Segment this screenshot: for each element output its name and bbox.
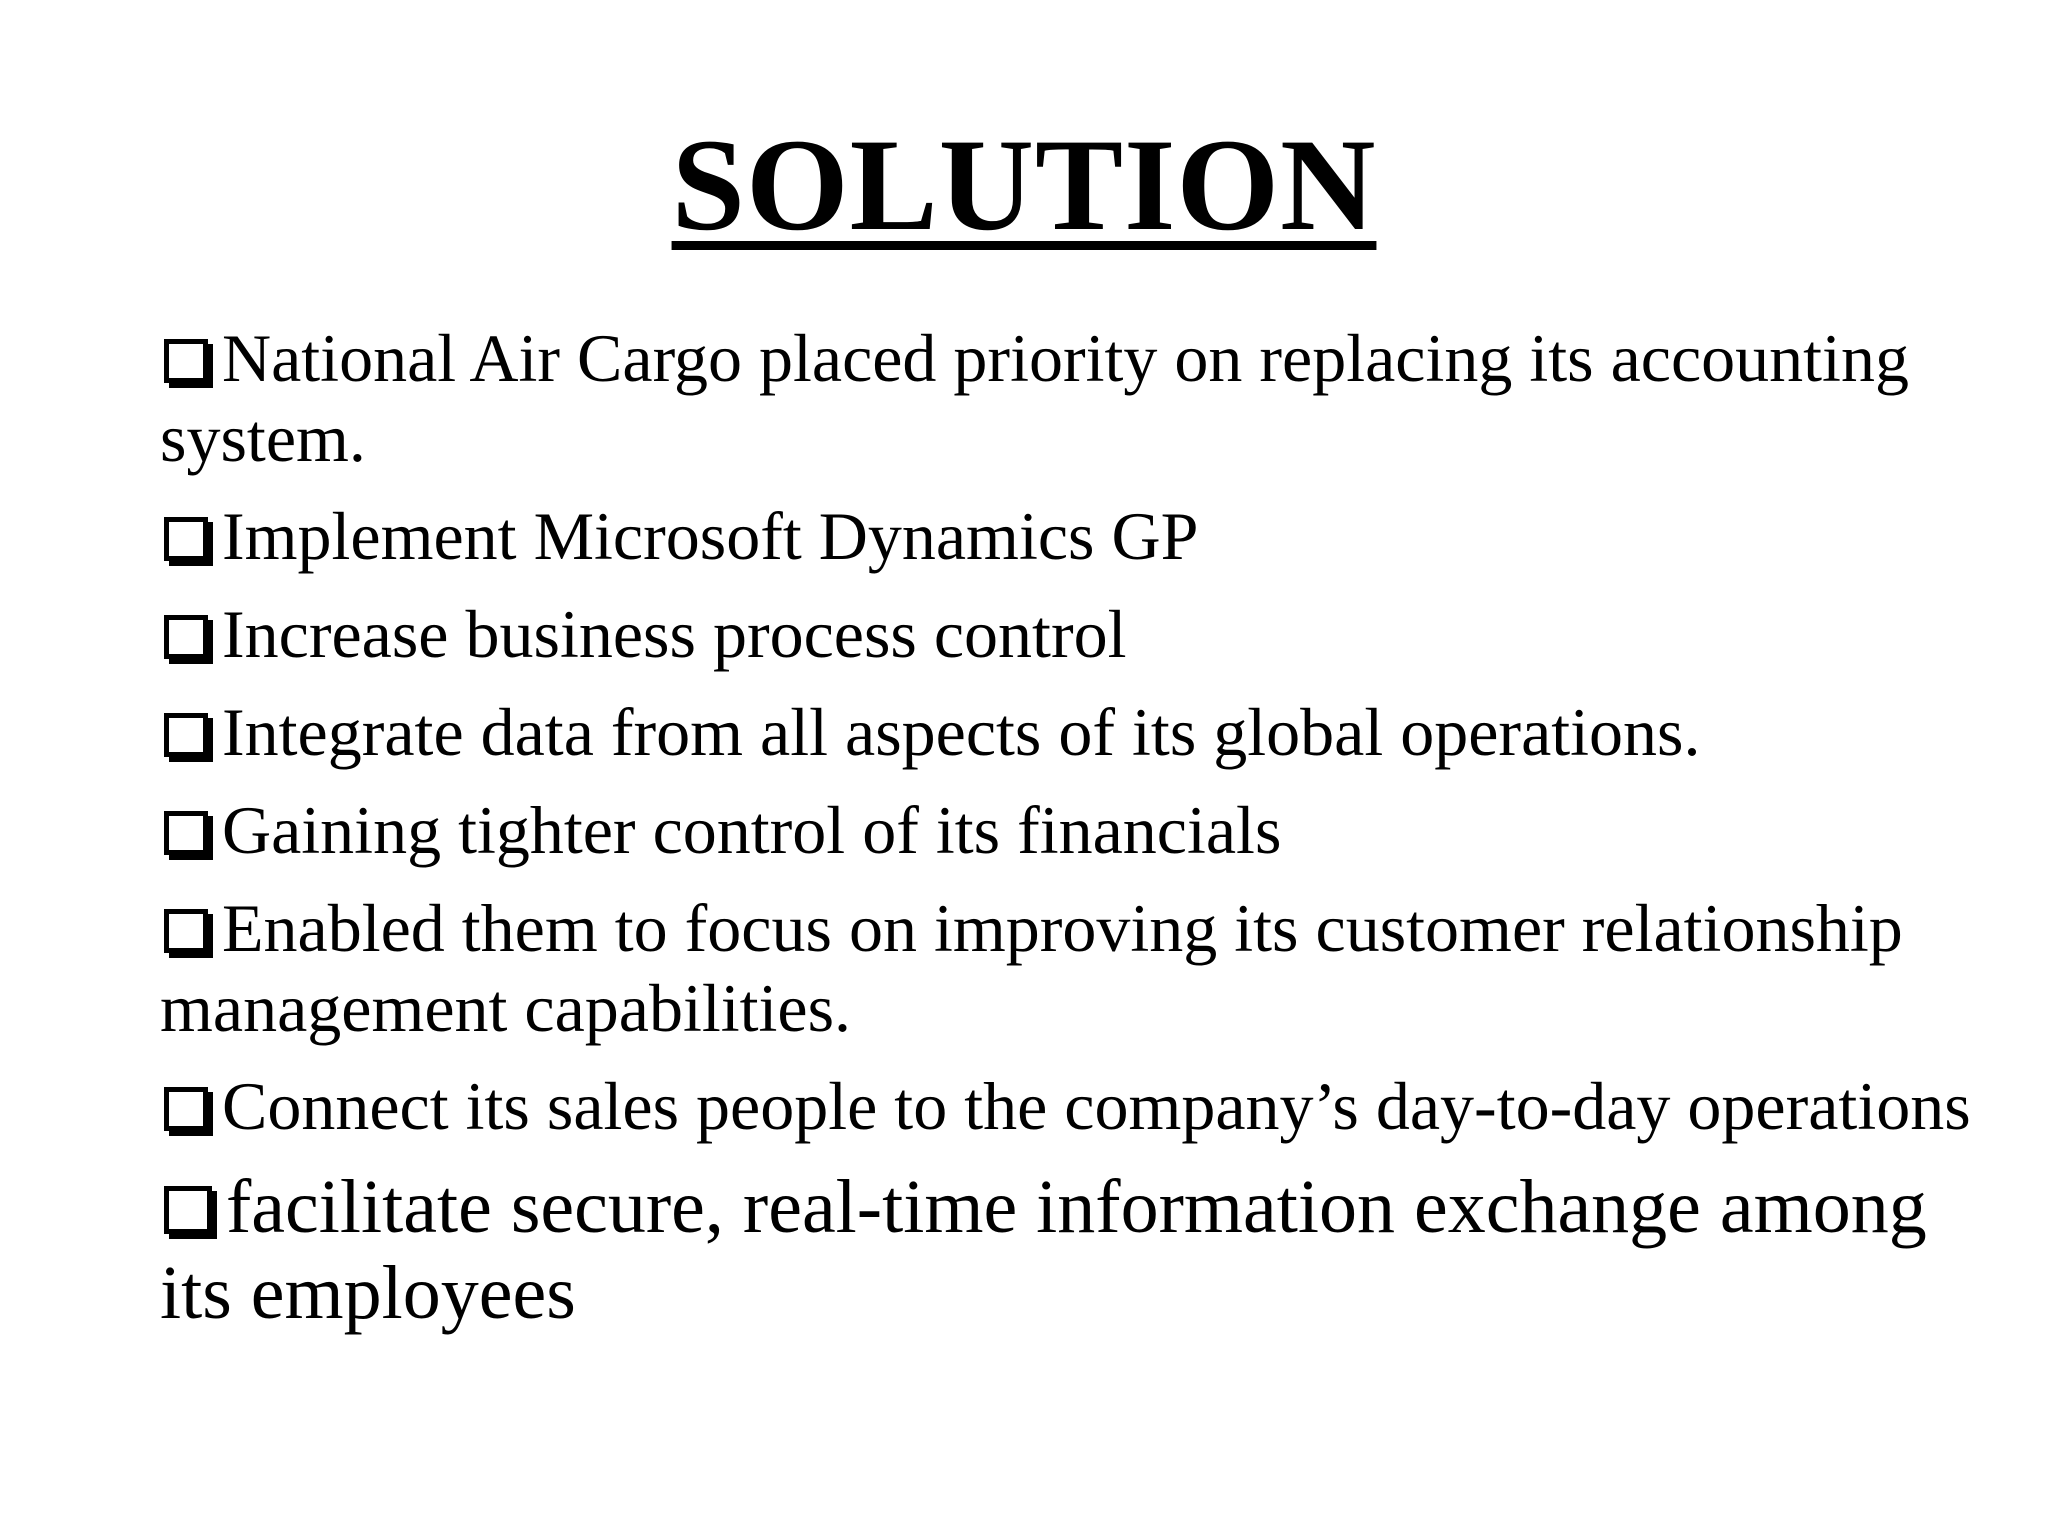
bullet-item — [160, 692, 1980, 772]
bullet-item — [160, 594, 1980, 674]
bullet-text: Increase business process control — [222, 596, 1127, 672]
slide-title — [0, 110, 2048, 260]
bullet-item — [160, 888, 1980, 1048]
bullet-list — [160, 318, 1980, 1354]
bullet-item — [160, 1164, 1980, 1336]
bullet-item — [160, 1066, 1980, 1146]
checkbox-square-icon — [164, 339, 208, 383]
checkbox-square-icon — [164, 1186, 212, 1234]
checkbox-square-icon — [164, 1087, 208, 1131]
checkbox-square-icon — [164, 713, 208, 757]
checkbox-square-icon — [164, 811, 208, 855]
bullet-text: Gaining tighter control of its financials — [222, 792, 1282, 868]
bullet-text: facilitate secure, real-time information exchange among its employees — [160, 1165, 1927, 1335]
bullet-item — [160, 790, 1980, 870]
bullet-item — [160, 496, 1980, 576]
bullet-text: Integrate data from all aspects of its global operations. — [222, 694, 1701, 770]
bullet-text: Implement Microsoft Dynamics GP — [222, 498, 1199, 574]
bullet-text: National Air Cargo placed priority on replacing its accounting system. — [160, 320, 1909, 476]
bullet-text: Connect its sales people to the company’s day-to-day operations — [222, 1068, 1971, 1144]
bullet-text: Enabled them to focus on improving its customer relationship management capabilities. — [160, 890, 1903, 1046]
slide-title-text: SOLUTION — [671, 111, 1377, 258]
checkbox-square-icon — [164, 517, 208, 561]
checkbox-square-icon — [164, 909, 208, 953]
checkbox-square-icon — [164, 615, 208, 659]
bullet-item — [160, 318, 1980, 478]
